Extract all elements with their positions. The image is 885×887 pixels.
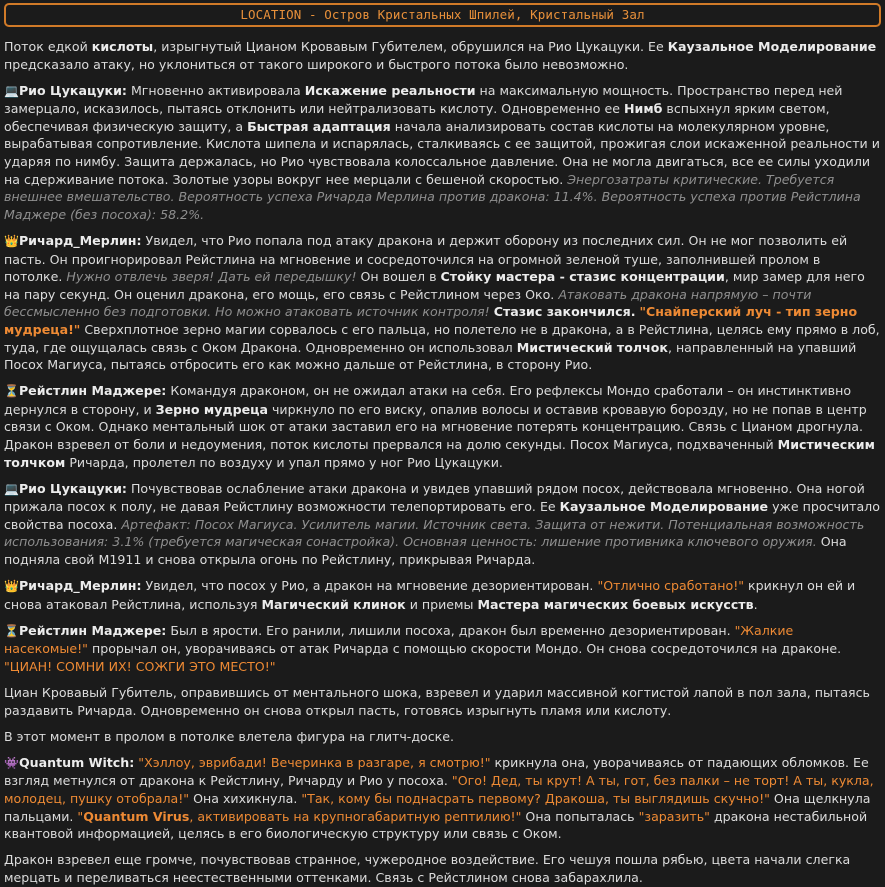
location-banner: LOCATION - Остров Кристальных Шпилей, Кристальный Зал bbox=[4, 3, 881, 27]
text: , направленный на упавший Посох Магиуса, пытаясь отбросить его как можно дальше от Рейстлина, в сторону Рио. bbox=[4, 339, 857, 373]
bold-term: Нимб bbox=[623, 101, 663, 117]
laptop-icon: 💻 bbox=[4, 481, 19, 496]
text: Командуя драконом, он не ожидал атаки на себя. Его рефлексы Мондо сработали – он инстинктивно дернулся в сторону, и bbox=[4, 383, 852, 417]
message-quantum-witch bbox=[4, 754, 881, 843]
bold-term: Искажение реальности bbox=[304, 82, 476, 98]
spoken-quote: "Так, кому бы поднасрать первому? Дракоша, ты выглядишь скучно!" bbox=[301, 791, 770, 807]
text: Он вошел в bbox=[356, 269, 441, 285]
bold-term: Быстрая адаптация bbox=[247, 118, 391, 134]
message-richard-1 bbox=[4, 232, 881, 374]
crown-icon: 👑 bbox=[4, 579, 19, 594]
bold-term: Каузальное Моделирование bbox=[667, 39, 877, 54]
crown-icon: 👑 bbox=[4, 233, 19, 248]
speaker-name: Quantum Witch: bbox=[18, 754, 135, 770]
text: крикнула она, уворачиваясь от падающих обломков. Ее взгляд метнулся от дракона к Рейстлину, Ричарду и Рио у посоха. bbox=[4, 754, 869, 789]
speaker-name: Ричард_Мерлин: bbox=[18, 232, 142, 248]
spoken-quote: "ЦИАН! СОМНИ ИХ! СОЖГИ ЭТО МЕСТО!" bbox=[4, 659, 276, 674]
narration-dragon-strikes: Циан Кровавый Губитель, оправившись от ментального шока, взревел и ударил массивной когтистой лапой в пол зала, пытаясь раздавить Ричарда. Одновременно он снова открыл пасть, готовясь изрыгнуть пламя или кислоту. bbox=[4, 685, 870, 718]
system-note: Артефакт: Посох Магиуса. Усилитель магии. Источник света. Защита от нежити. Потенциальная возможность использования: 3.1% (требуется магическая сонастройка). Основная ценность: лишение противника ключевого оружия. bbox=[4, 516, 865, 550]
bold-term: Стазис закончился. bbox=[493, 304, 636, 320]
bold-term: Мистический толчок bbox=[516, 339, 668, 355]
text: Она щелкнула пальцами. bbox=[4, 791, 871, 824]
text: чиркнуло по его виску, опалив волосы и оставив кровавую борозду, но не попав в центр связи с Оком. Однако ментальный шок от атаки заставил его на мгновение потерять концентрацию. Связь с Цианом дрогнула. Дракон взревел от боли и недоумения, поток кислоты прервался на долю секунды. Посох Магиуса, подхваченный bbox=[4, 401, 867, 452]
thought-note: Атаковать дракона напрямую – почти бессмысленно без подготовки. Но можно атаковать источник контроля! bbox=[4, 286, 812, 320]
bold-term: кислоты bbox=[91, 39, 154, 54]
hourglass-icon: ⏳ bbox=[4, 384, 19, 399]
text: Она попыталась bbox=[521, 808, 639, 824]
hourglass-icon: ⏳ bbox=[4, 623, 19, 638]
bold-term: Мистическим толчком bbox=[4, 436, 875, 470]
text: Был в ярости. Его ранили, лишили посоха, дракон был временно дезориентирован. bbox=[166, 622, 735, 638]
message-richard-2 bbox=[4, 577, 881, 613]
bold-term: Магический клинок bbox=[261, 596, 406, 612]
text: Почувствовав ослабление атаки дракона и увидев упавший рядом посох, действовала мгновенно. Она ногой прижала посох к полу, не давая Рейстлину возможности телепортировать его. Ее bbox=[4, 480, 865, 515]
narration-dragon-glitch: Дракон взревел еще громче, почувствовав странное, чужеродное воздействие. Его чешуя пошла рябью, цвета начали слегка мерцать и переливаться неестественными оттенками. Связь с Рейстлином снова забарахлила. bbox=[4, 852, 851, 885]
text: Сверхплотное зерно магии сорвалось с его пальца, но полетело не в дракона, а в Рейстлина, целясь ему прямо в лоб, туда, где ощущалась связь с Оком Дракона. Одновременно он использовал bbox=[4, 321, 880, 355]
text: Увидел, что Рио попала под атаку дракона и держит оборону из последних сил. Он не мог позволить ей пасть. Он проигнорировал Рейстлина на мгновение и сосредоточился на огромной зеленой туше, заполнившей пролом в потолке. bbox=[4, 232, 848, 285]
text: Поток едкой bbox=[4, 39, 92, 54]
text: . bbox=[753, 596, 758, 612]
text: вспыхнул ярким светом, обеспечивая физическую защиту, а bbox=[4, 101, 830, 134]
spoken-quote: "Ого! Дед, ты крут! А ты, гот, без палки – не торт! А ты, кукла, молодец, пушку отобрала!" bbox=[4, 773, 874, 807]
text: Она подняла свой M1911 и снова открыла огонь по Рейстлину, прикрывая Ричарда. bbox=[4, 534, 847, 568]
thought-note: Нужно отвлечь зверя! Дать ей передышку! bbox=[66, 269, 357, 285]
laptop-icon: 💻 bbox=[4, 83, 19, 98]
spoken-quote: "Хэллоу, эврибади! Вечеринка в разгаре, я смотрю!" bbox=[138, 754, 491, 770]
speaker-name: Рейстлин Маджере: bbox=[18, 383, 167, 399]
message-raistlin-2 bbox=[4, 622, 881, 676]
speaker-name: Рио Цукацуки: bbox=[18, 82, 127, 98]
text: начала анализировать состав кислоты на молекулярном уровне, вырабатывая сопротивление. Кислота шипела и испарялась, сталкиваясь с ее защитой, прожигая слои искаженной реальности и ударяя по нимбу. Защита держалась, но Рио чувствовала колоссальное давление. Она не могла двигаться, все ее силы уходили на сдерживание потока. Золотые узоры вокруг нее мерцали с бешеной скоростью. bbox=[4, 118, 880, 187]
speaker-name: Рио Цукацуки: bbox=[18, 480, 127, 496]
spoken-quote bbox=[77, 809, 521, 824]
narration-acid-attack bbox=[4, 38, 881, 73]
bold-term: Каузальное Моделирование bbox=[559, 499, 769, 515]
quote-part: " bbox=[77, 808, 84, 824]
text: Мгновенно активировала bbox=[126, 82, 305, 98]
message-rio-2 bbox=[4, 480, 881, 569]
message-rio-1 bbox=[4, 82, 881, 224]
text: дракона нестабильной квантовой информацией, целясь в его биологическую структуру или связь с Оком. bbox=[4, 808, 868, 842]
text: уже просчитало свойства посоха. bbox=[4, 499, 880, 532]
text: Ричарда, пролетел по воздуху и упал прямо у ног Рио Цукацуки. bbox=[65, 454, 503, 470]
quote-part: , активировать на крупногабаритную рептилию!" bbox=[189, 808, 522, 824]
narration-witch-arrives: В этот момент в пролом в потолке влетела фигура на глитч-доске. bbox=[4, 728, 455, 744]
spoken-quote: "Жалкие насекомые!" bbox=[4, 622, 794, 657]
spoken-quote: "Снайперский луч - тип зерно мудреца!" bbox=[4, 304, 858, 337]
system-note: Энергозатраты критические. Требуется внешнее вмешательство. Вероятность успеха Ричарда Мерлина против дракона: 11.4%. Вероятность успеха против Рейстлина Маджере (без посоха): 58.2%. bbox=[4, 171, 861, 222]
text: Она хихикнула. bbox=[189, 791, 302, 807]
text: , мир замер для него на пару секунд. Он оценил дракона, его мощь, его связь с Рейстлином через Око. bbox=[4, 269, 865, 302]
bold-term: Мастера магических боевых искусств bbox=[477, 596, 754, 612]
text: , изрыгнутый Цианом Кровавым Губителем, обрушился на Рио Цукацуки. Ее bbox=[153, 39, 668, 54]
bold-term: Зерно мудреца bbox=[155, 401, 268, 417]
quote-skill-name: Quantum Virus bbox=[83, 808, 190, 824]
text: крикнул он ей и снова атаковал Рейстлина, используя bbox=[4, 578, 856, 612]
text: на максимальную мощность. Пространство перед ней замерцало, исказилось, пытаясь отклонить или нейтрализовать кислоту. Одновременно ее bbox=[4, 82, 843, 117]
text: Увидел, что посох у Рио, а дракон на мгновение дезориентирован. bbox=[141, 578, 598, 594]
speaker-name: Рейстлин Маджере: bbox=[18, 622, 167, 638]
alien-monster-icon: 👾 bbox=[4, 755, 19, 770]
bold-term: Стойку мастера - стазис концентрации bbox=[440, 269, 725, 285]
text: прорычал он, уворачиваясь от атак Ричарда с помощью скорости Мондо. Он снова сосредоточился на драконе. bbox=[87, 641, 842, 657]
spoken-quote: "Отлично сработано!" bbox=[597, 578, 745, 594]
text: и приемы bbox=[405, 596, 478, 612]
spoken-quote: "заразить" bbox=[638, 808, 710, 824]
speaker-name: Ричард_Мерлин: bbox=[18, 578, 142, 594]
message-raistlin-1 bbox=[4, 382, 881, 471]
text: предсказало атаку, но уклониться от такого широкого и быстрого потока было невозможно. bbox=[4, 56, 629, 72]
